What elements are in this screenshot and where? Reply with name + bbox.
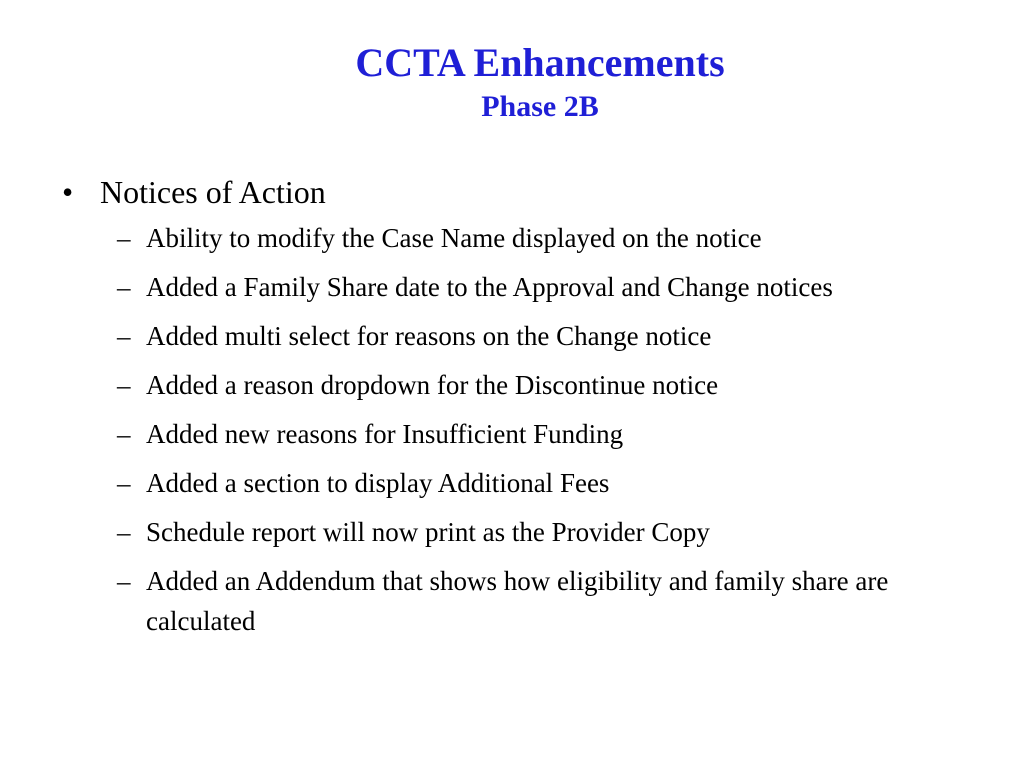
sub-bullet-text: Added an Addendum that shows how eligibility and family share are calculated bbox=[146, 566, 889, 636]
dash-marker: – bbox=[117, 566, 131, 596]
sub-bullet-item bbox=[56, 512, 976, 552]
bullet-list bbox=[56, 170, 976, 650]
sub-bullet-list bbox=[56, 218, 976, 641]
dash-marker: – bbox=[117, 321, 131, 351]
title-block bbox=[200, 38, 880, 126]
dash-marker: – bbox=[117, 370, 131, 400]
bullet-marker: • bbox=[62, 174, 74, 210]
sub-bullet-text: Schedule report will now print as the Provider Copy bbox=[146, 517, 710, 547]
sub-bullet-text: Added new reasons for Insufficient Funding bbox=[146, 419, 624, 449]
bullet-item-notices-of-action bbox=[56, 170, 976, 214]
sub-bullet-item bbox=[56, 365, 976, 405]
sub-bullet-item bbox=[56, 267, 976, 307]
sub-bullet-item bbox=[56, 218, 976, 258]
bullet-text: Notices of Action bbox=[100, 174, 326, 210]
dash-marker: – bbox=[117, 272, 131, 302]
slide-title: CCTA Enhancements bbox=[355, 40, 725, 85]
sub-list-container bbox=[56, 218, 976, 641]
dash-marker: – bbox=[117, 419, 131, 449]
sub-bullet-text: Added a reason dropdown for the Discontinue notice bbox=[146, 370, 719, 400]
sub-bullet-item bbox=[56, 414, 976, 454]
dash-marker: – bbox=[117, 517, 131, 547]
dash-marker: – bbox=[117, 468, 131, 498]
sub-bullet-text: Ability to modify the Case Name displayed on the notice bbox=[146, 223, 762, 253]
dash-marker: – bbox=[117, 223, 131, 253]
sub-bullet-item bbox=[56, 463, 976, 503]
sub-bullet-text: Added a section to display Additional Fees bbox=[146, 468, 610, 498]
sub-bullet-text: Added multi select for reasons on the Change notice bbox=[146, 321, 712, 351]
slide-subtitle: Phase 2B bbox=[481, 90, 599, 123]
sub-bullet-item bbox=[56, 561, 976, 641]
sub-bullet-text: Added a Family Share date to the Approval and Change notices bbox=[146, 272, 833, 302]
sub-bullet-item bbox=[56, 316, 976, 356]
